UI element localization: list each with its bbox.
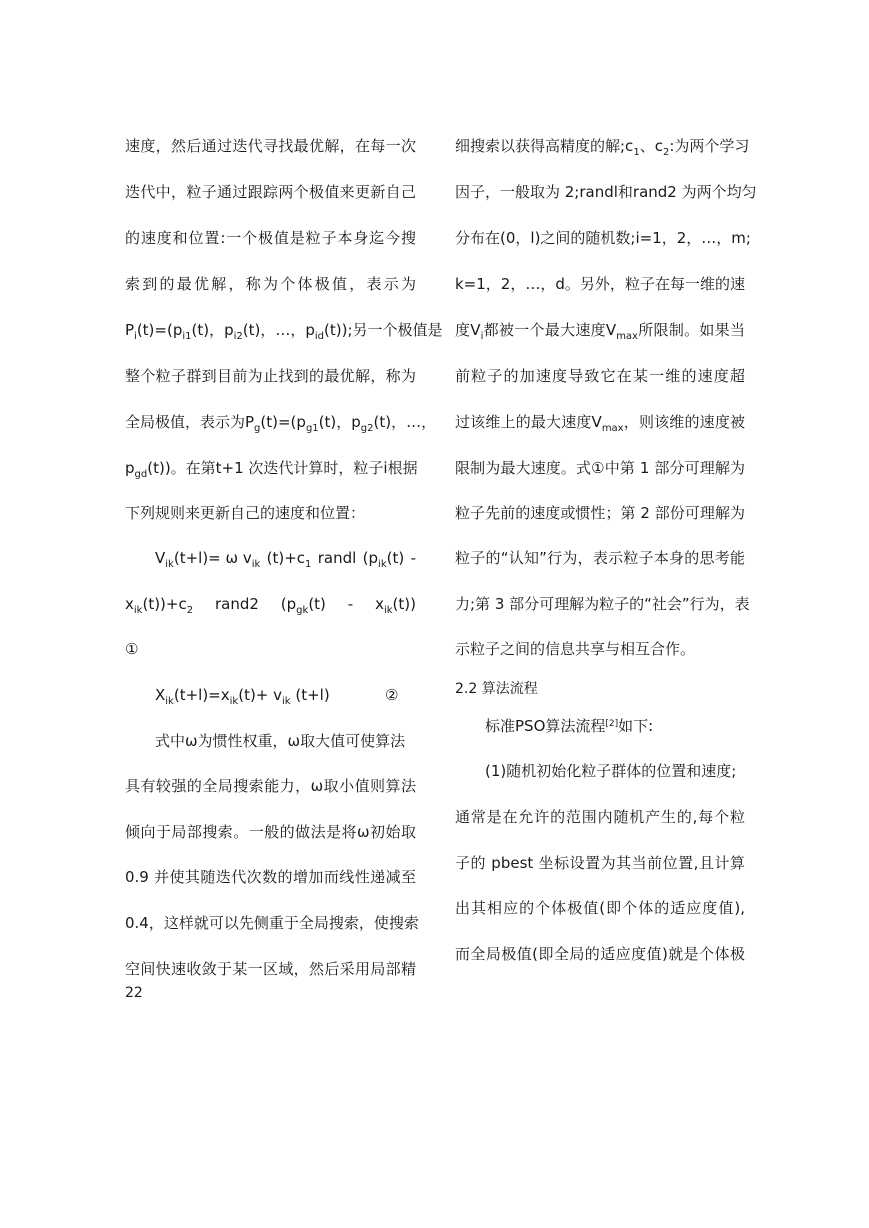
text-line-pgd: $p_{gd}(t)$)。在第t+1 次迭代计算时，粒子i根据 — [125, 459, 418, 480]
text-line: 迭代中，粒子通过跟踪两个极值来更新自己 — [125, 183, 416, 201]
text-line-vmax2: 过该维上的最大速度$V_{max}$，则该维的速度被 — [455, 413, 745, 434]
text-line-pi: $P_i(t)=(p_{i1}(t)$，$p_{i2}(t)$，…，$p_{id}(t)$);另一个极值是 — [125, 321, 443, 342]
text-line: 粒子先前的速度或惯性；第 2 部份可理解为 — [455, 504, 745, 522]
text-line-pg: 全局极值，表示为$P_g(t)=(p_{g1}(t)$，$p_{g2}(t)$，…， — [125, 413, 437, 434]
text-line: 0.4，这样就可以先侧重于全局搜索，使搜索 — [125, 914, 419, 932]
page-number: 22 — [125, 985, 143, 1001]
text-line-vmax: 度$V_i$都被一个最大速度$V_{max}$所限制。如果当 — [455, 321, 745, 342]
section-heading: 2.2 算法流程 — [455, 681, 538, 697]
text-line-c1c2: 细搜索以获得高精度的解$;c_1$、$c_2$:为两个学习 — [455, 137, 750, 158]
equation-2: $X_{ik}(t+l)=x_{ik}(t)+ v_{ik}$ (t+l) ② — [155, 686, 399, 707]
text-line: 力;第 3 部分可理解为粒子的“社会”行为，表 — [455, 595, 750, 613]
text-line: (1)随机初始化粒子群体的位置和速度; — [485, 762, 737, 780]
text-line: 限制为最大速度。式①中第 1 部分可理解为 — [455, 459, 745, 477]
text-line: 示粒子之间的信息共享与相互合作。 — [455, 640, 696, 658]
text-line: 倾向于局部搜索。一般的做法是将ω初始取 — [125, 823, 416, 841]
text-line-std: 标准PSO算法流程[2]如下: — [485, 717, 654, 735]
text-line: 子的 pbest 坐标设置为其当前位置,且计算 — [455, 854, 745, 872]
text-line: 粒子的“认知”行为，表示粒子本身的思考能 — [455, 549, 745, 567]
text-line: 出其相应的个体极值(即个体的适应度值), — [455, 899, 745, 917]
text-line: 分布在(0，l)之间的随机数;i=1，2，…，m; — [455, 229, 751, 247]
text-line: k=1，2，…，d。另外，粒子在每一维的速 — [455, 275, 745, 293]
text-line: 下列规则来更新自己的速度和位置： — [125, 504, 366, 522]
text-line: 索到的最优解，称为个体极值，表示为 — [125, 275, 416, 293]
text-line: 通常是在允许的范围内随机产生的,每个粒 — [455, 808, 745, 826]
text-line: 式中ω为惯性权重，ω取大值可使算法 — [155, 732, 406, 750]
text-line: 速度，然后通过迭代寻找最优解，在每一次 — [125, 137, 416, 155]
text-line: 0.9 并使其随迭代次数的增加而线性递减至 — [125, 868, 416, 886]
equation-number-1: ① — [125, 640, 139, 658]
text-line: 前粒子的加速度导致它在某一维的速度超 — [455, 367, 745, 385]
text-line: 整个粒子群到目前为止找到的最优解，称为 — [125, 367, 416, 385]
text-line: 而全局极值(即全局的适应度值)就是个体极 — [455, 945, 745, 963]
text-line: 具有较强的全局搜索能力，ω取小值则算法 — [125, 777, 416, 795]
text-line: 因子，一般取为 2;randl和rand2 为两个均匀 — [455, 183, 757, 201]
text-line: 的速度和位置:一个极值是粒子本身迄今搜 — [125, 229, 416, 247]
text-line: 空间快速收敛于某一区域，然后采用局部精 — [125, 960, 416, 978]
equation-1-cont: $x_{ik}(t))+c_2$ rand2 ($p_{gk}(t)$ - $x_{ik}(t)$) — [125, 595, 416, 616]
equation-number-2: ② — [385, 686, 399, 704]
equation-1: $V_{ik}(t+l)= \omega$ $v_{ik}$ $(t)+c_1$ randl ($p_{ik}(t)$ - — [155, 549, 416, 570]
